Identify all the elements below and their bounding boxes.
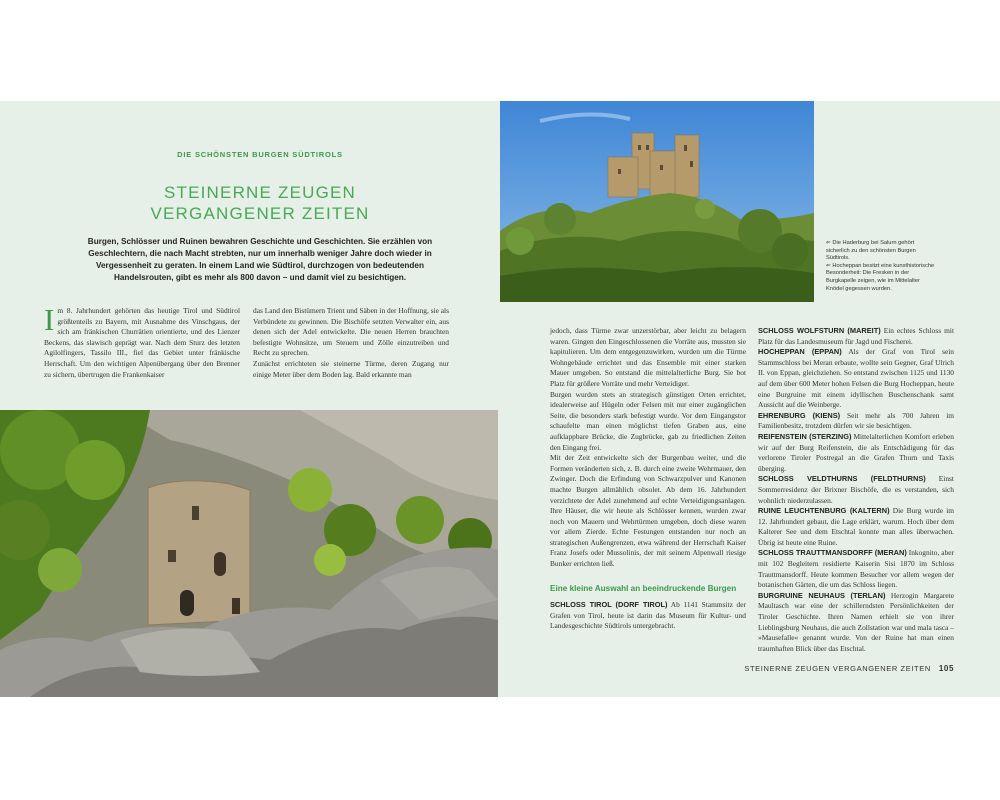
castle-text: Seit mehr als 700 Jahren im Familienbesitz, trotzdem dürfen wir sie besichtigen. (758, 410, 955, 431)
castle-entry (758, 548, 954, 590)
castle-text: Ein echtes Schloss mit Platz für das Landesmuseum für Jagd und Fischerei. (758, 326, 955, 346)
intro-paragraph (44, 302, 240, 380)
page-title (90, 182, 430, 224)
castle-text: Die Burg wurde im 12. Jahrhundert gebaut, die Lage erklärt, warum. Hoch über dem Kalterer See und dem Etschtal konnte man alles überwachen. Übrig ist heute eine Ruine. (758, 506, 955, 547)
castle-name: SCHLOSS TRAUTTMANSDORFF (MERAN) (758, 548, 907, 558)
body-column-3 (550, 326, 746, 632)
castle-entry (758, 474, 954, 506)
photo-caption (826, 240, 936, 293)
castle-text: Mittelalterlichen Komfort erleben wir auf der Burg Reifenstein, die als Entschädigung für das verlorene Tiroler Postregal an die Grafen Thurn und Taxis überging. (758, 431, 954, 473)
castle-text: Ab 1141 Stammsitz der Grafen von Tirol, heute ist darin das Museum für Kultur- und Landesgeschichte Südtirols untergebracht. (550, 600, 746, 631)
castle-entry (758, 506, 954, 548)
drop-cap: I (44, 302, 55, 337)
body-column-4 (758, 326, 954, 654)
page-footer (744, 664, 954, 673)
body-column-1 (44, 302, 240, 380)
paragraph: das Land den Bistümern Trient und Säben in der Hoffnung, sie als Verbündete zu gewinnen. Die Bischöfe setzten Verwalter ein, aus denen sich der Adel entwickelte. Die neuen Herren brauchten befestigte Wohnsitze, um Steuern und Zölle einzutreiben und Recht zu sprechen. (253, 306, 449, 358)
section-kicker: DIE SCHÖNSTEN BURGEN SÜDTIROLS (177, 150, 343, 159)
castle-text: Herzogin Margarete Maultasch war eine der schillerndsten Persönlichkeiten der Tiroler Geschichte. Ihren Namen erhielt sie von ihrer Lieblingsburg Neuhaus, die auch Zollstation war und mala tasca – »Mausefalle« genannt wurde. Von der Ruine hat man einen traumhaften Blick über das Etschtal. (758, 590, 954, 653)
paragraph: Mit der Zeit entwickelte sich der Burgenbau weiter, und die Formen veränderten sich, z. B. durch eine zweite Wehrmauer, den Zwinger. Doch die Erfindung von Schwarzpulver und Kanonen machte Burgen allmählich obsolet. Ab dem 16. Jahrhundert verzichtete der Adel zunehmend auf echte Verteidigungsanlagen. Ihre Häuser, die wir heute als Schlösser kennen, wurden zwar noch von Mauern und Wehrtürmen umgeben, doch diese waren vor allem Zierde. Echte Festungen entstanden nur noch an strategischen Außengrenzen, etwa während der Herrschaft Kaiser Franz Josefs oder Mussolinis, der mit seinem Alpenwall riesige Bunker errichten ließ. (550, 453, 746, 569)
castle-name: SCHLOSS TIROL (DORF TIROL) (550, 600, 668, 610)
castle-name: REIFENSTEIN (STERZING) (758, 431, 852, 441)
castle-entry (758, 326, 954, 347)
paragraph: Burgen wurden stets an strategisch günstigen Orten errichtet, idealerweise auf Hügeln oder Felsen mit nur einer zugänglichen Seite, die besonders stark befestigt wurde. Vor dem Eingangstor schaufelte man einen möglichst tiefen Graben aus, eine aufklappbare Brücke, die Zugbrücke, gab zu friedlichen Zeiten den Eingang frei. (550, 389, 746, 452)
intro-text: m 8. Jahrhundert gehörten das heutige Tirol und Südtirol größtenteils zu Bayern, mit Ausnahme des Vinschgaus, der sich am fränkischen Churrätien orientierte, und des Lienzer Beckens, das slawisch geprägt war. Nach dem Sturz des letzten Agilolfingers, Tassilo III., fiel das Gebiet unter fränkische Herrschaft. Um den wichtigen Alpenübergang über den Brenner zu sichern, übertrugen die Frankenkaiser (44, 306, 240, 379)
castle-entry (550, 600, 746, 632)
page-title-line1: STEINERNE ZEUGEN (163, 183, 357, 202)
paragraph: jedoch, dass Türme zwar unzerstörbar, aber leicht zu belagern waren. Gingen den Eingeschlossenen die Vorräte aus, mussten sie kapitulieren. Um dem entgegenzuwirken, wurden um die Türme Wohngebäude errichtet und das Ensemble mit einer starken Mauer umgeben. So entstand die mittelalterliche Burg. Sie bot Platz für größere Vorräte und mehr Verteidiger. (550, 326, 746, 388)
castle-entry (758, 591, 954, 655)
paragraph: Zunächst errichteten sie steinerne Türme, deren Zugang nur einige Meter über dem Boden lag. Bald erkannte man (253, 358, 449, 379)
caption-hocheppan: ⇐ Hocheppan besitzt eine kunsthistorische Besonderheit: Die Fresken in der Burgkapelle zeigen, wie im Mittelalter Knödel gegessen wurden. (826, 262, 935, 292)
castle-entry (758, 411, 954, 432)
castle-entry (758, 432, 954, 474)
lead-paragraph: Burgen, Schlösser und Ruinen bewahren Geschichte und Geschichten. Sie erzählen von Geschlechtern, die nach Macht strebten, nur um innerhalb weniger Jahre doch wieder in Vergessenheit zu geraten. In einem Land wie Südtirol, durchzogen von bedeutenden Handelsrouten, gibt es mehr als 800 davon – und damit viel zu besichtigen. (87, 237, 433, 282)
castle-name: RUINE LEUCHTENBURG (KALTERN) (758, 506, 890, 516)
castle-name: SCHLOSS VELDTHURNS (FELDTHURNS) (758, 474, 926, 484)
castle-text: Inkognito, aber mit 102 Begleitern residierte Kaiserin Sisi 1870 im Schloss Trauttmansdorff. Heute kommen Besucher vor allem wegen der botanischen Gärten, die um das Schloss liegen. (758, 548, 954, 590)
ruins-photo (0, 410, 498, 697)
castle-text: Als der Graf von Tirol sein Stammschloss bei Meran erbaute, wollte sein Gegner, Graf Ulrich II. von Eppan, gleichziehen. So entstand zwischen 1125 und 1130 auf dem über 600 Meter hohen Felsen die Burg Hocheppan, heute eine Burgruine mit einem idyllischen Buschenschank samt Aussicht auf die Weinberge. (758, 347, 954, 410)
castle-list-subheading: Eine kleine Auswahl an beeindruckende Burgen (550, 583, 737, 593)
castle-text: Einst Sommerresidenz der Brixner Bischöfe, die es verstanden, sich wohnlich niederzulassen. (758, 474, 954, 505)
castle-name: EHRENBURG (KIENS) (758, 410, 841, 420)
castle-name: SCHLOSS WOLFSTURN (MAREIT) (758, 326, 881, 335)
castle-name: BURGRUINE NEUHAUS (TERLAN) (758, 590, 886, 600)
caption-haderburg: ⇐ Die Haderburg bei Salurn gehört sicherlich zu den schönsten Burgen Südtirols. (826, 240, 916, 262)
running-title: STEINERNE ZEUGEN VERGANGENER ZEITEN (744, 664, 931, 673)
castle-name: HOCHEPPAN (EPPAN) (758, 347, 842, 357)
body-column-2 (253, 306, 449, 380)
page-title-line2: VERGANGENER ZEITEN (150, 204, 370, 223)
castle-entry (758, 347, 954, 411)
haderburg-photo (500, 101, 814, 302)
page-number: 105 (938, 664, 954, 673)
